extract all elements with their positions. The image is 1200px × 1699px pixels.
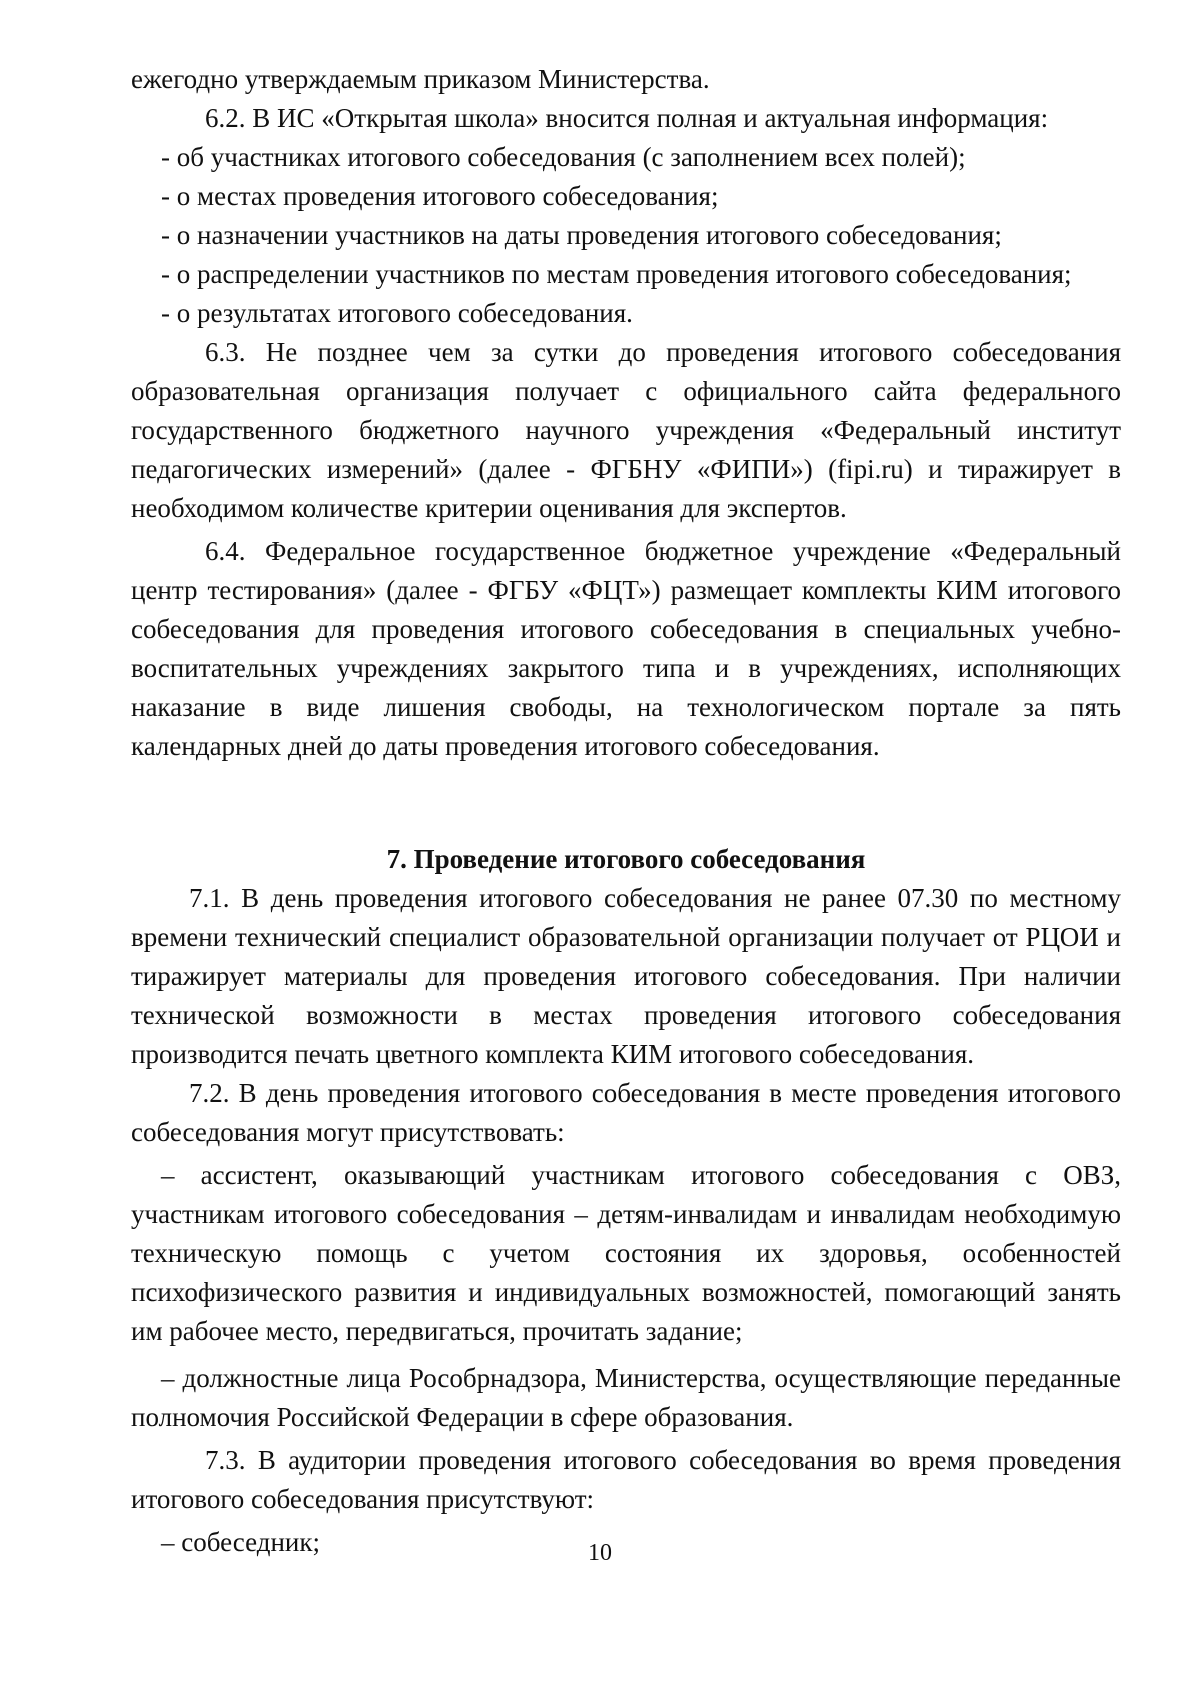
list-item: – должностные лица Рособрнадзора, Министерства, осуществляющие переданные полномочия Российской Федерации в сфере образования. [131, 1363, 1121, 1432]
paragraph-7-2: 7.2. В день проведения итогового собеседования в месте проведения итогового собеседования могут присутствовать: [131, 1078, 1121, 1147]
section-7-heading: 7. Проведение итогового собеседования [386, 844, 866, 874]
list-item: – ассистент, оказывающий участникам итогового собеседования с ОВЗ, участникам итогового собеседования – детям-инвалидам и инвалидам необходимую техническую помощь с учетом состояния их здоровья, особенностей психофизического развития и индивидуальных возможностей, помогающий занять им рабочее место, передвигаться, прочитать задание; [131, 1160, 1121, 1346]
list-item: - об участниках итогового собеседования (с заполнением всех полей); [161, 142, 966, 172]
page-number: 10 [588, 1540, 612, 1566]
list-item: - о назначении участников на даты проведения итогового собеседования; [161, 220, 1002, 250]
list-item: - о результатах итогового собеседования. [161, 298, 633, 328]
document-body [131, 60, 1121, 1562]
paragraph-6-3: 6.3. Не позднее чем за сутки до проведения итогового собеседования образовательная организация получает с официального сайта федерального государственного бюджетного научного учреждения «Федеральный институт педагогических измерений» (далее - ФГБНУ «ФИПИ») (fipi.ru) и тиражирует в необходимом количестве критерии оценивания для экспертов. [131, 337, 1121, 523]
list-item: – собеседник; [161, 1527, 320, 1557]
list-item: - о распределении участников по местам проведения итогового собеседования; [161, 259, 1072, 289]
list-item: - о местах проведения итогового собеседования; [161, 181, 719, 211]
intro-line: ежегодно утверждаемым приказом Министерства. [131, 64, 710, 94]
paragraph-7-3: 7.3. В аудитории проведения итогового собеседования во время проведения итогового собеседования присутствуют: [131, 1445, 1121, 1514]
paragraph-7-1: 7.1. В день проведения итогового собеседования не ранее 07.30 по местному времени технический специалист образовательной организации получает от РЦОИ и тиражирует материалы для проведения итогового собеседования. При наличии технической возможности в местах проведения итогового собеседования производится печать цветного комплекта КИМ итогового собеседования. [131, 883, 1121, 1069]
paragraph-6-4: 6.4. Федеральное государственное бюджетное учреждение «Федеральный центр тестирования» (далее - ФГБУ «ФЦТ») размещает комплекты КИМ итогового собеседования для проведения итогового собеседования в специальных учебно-воспитательных учреждениях закрытого типа и в учреждениях, исполняющих наказание в виде лишения свободы, на технологическом портале за пять календарных дней до даты проведения итогового собеседования. [131, 536, 1121, 761]
paragraph-6-2: 6.2. В ИС «Открытая школа» вносится полная и актуальная информация: [205, 103, 1049, 133]
